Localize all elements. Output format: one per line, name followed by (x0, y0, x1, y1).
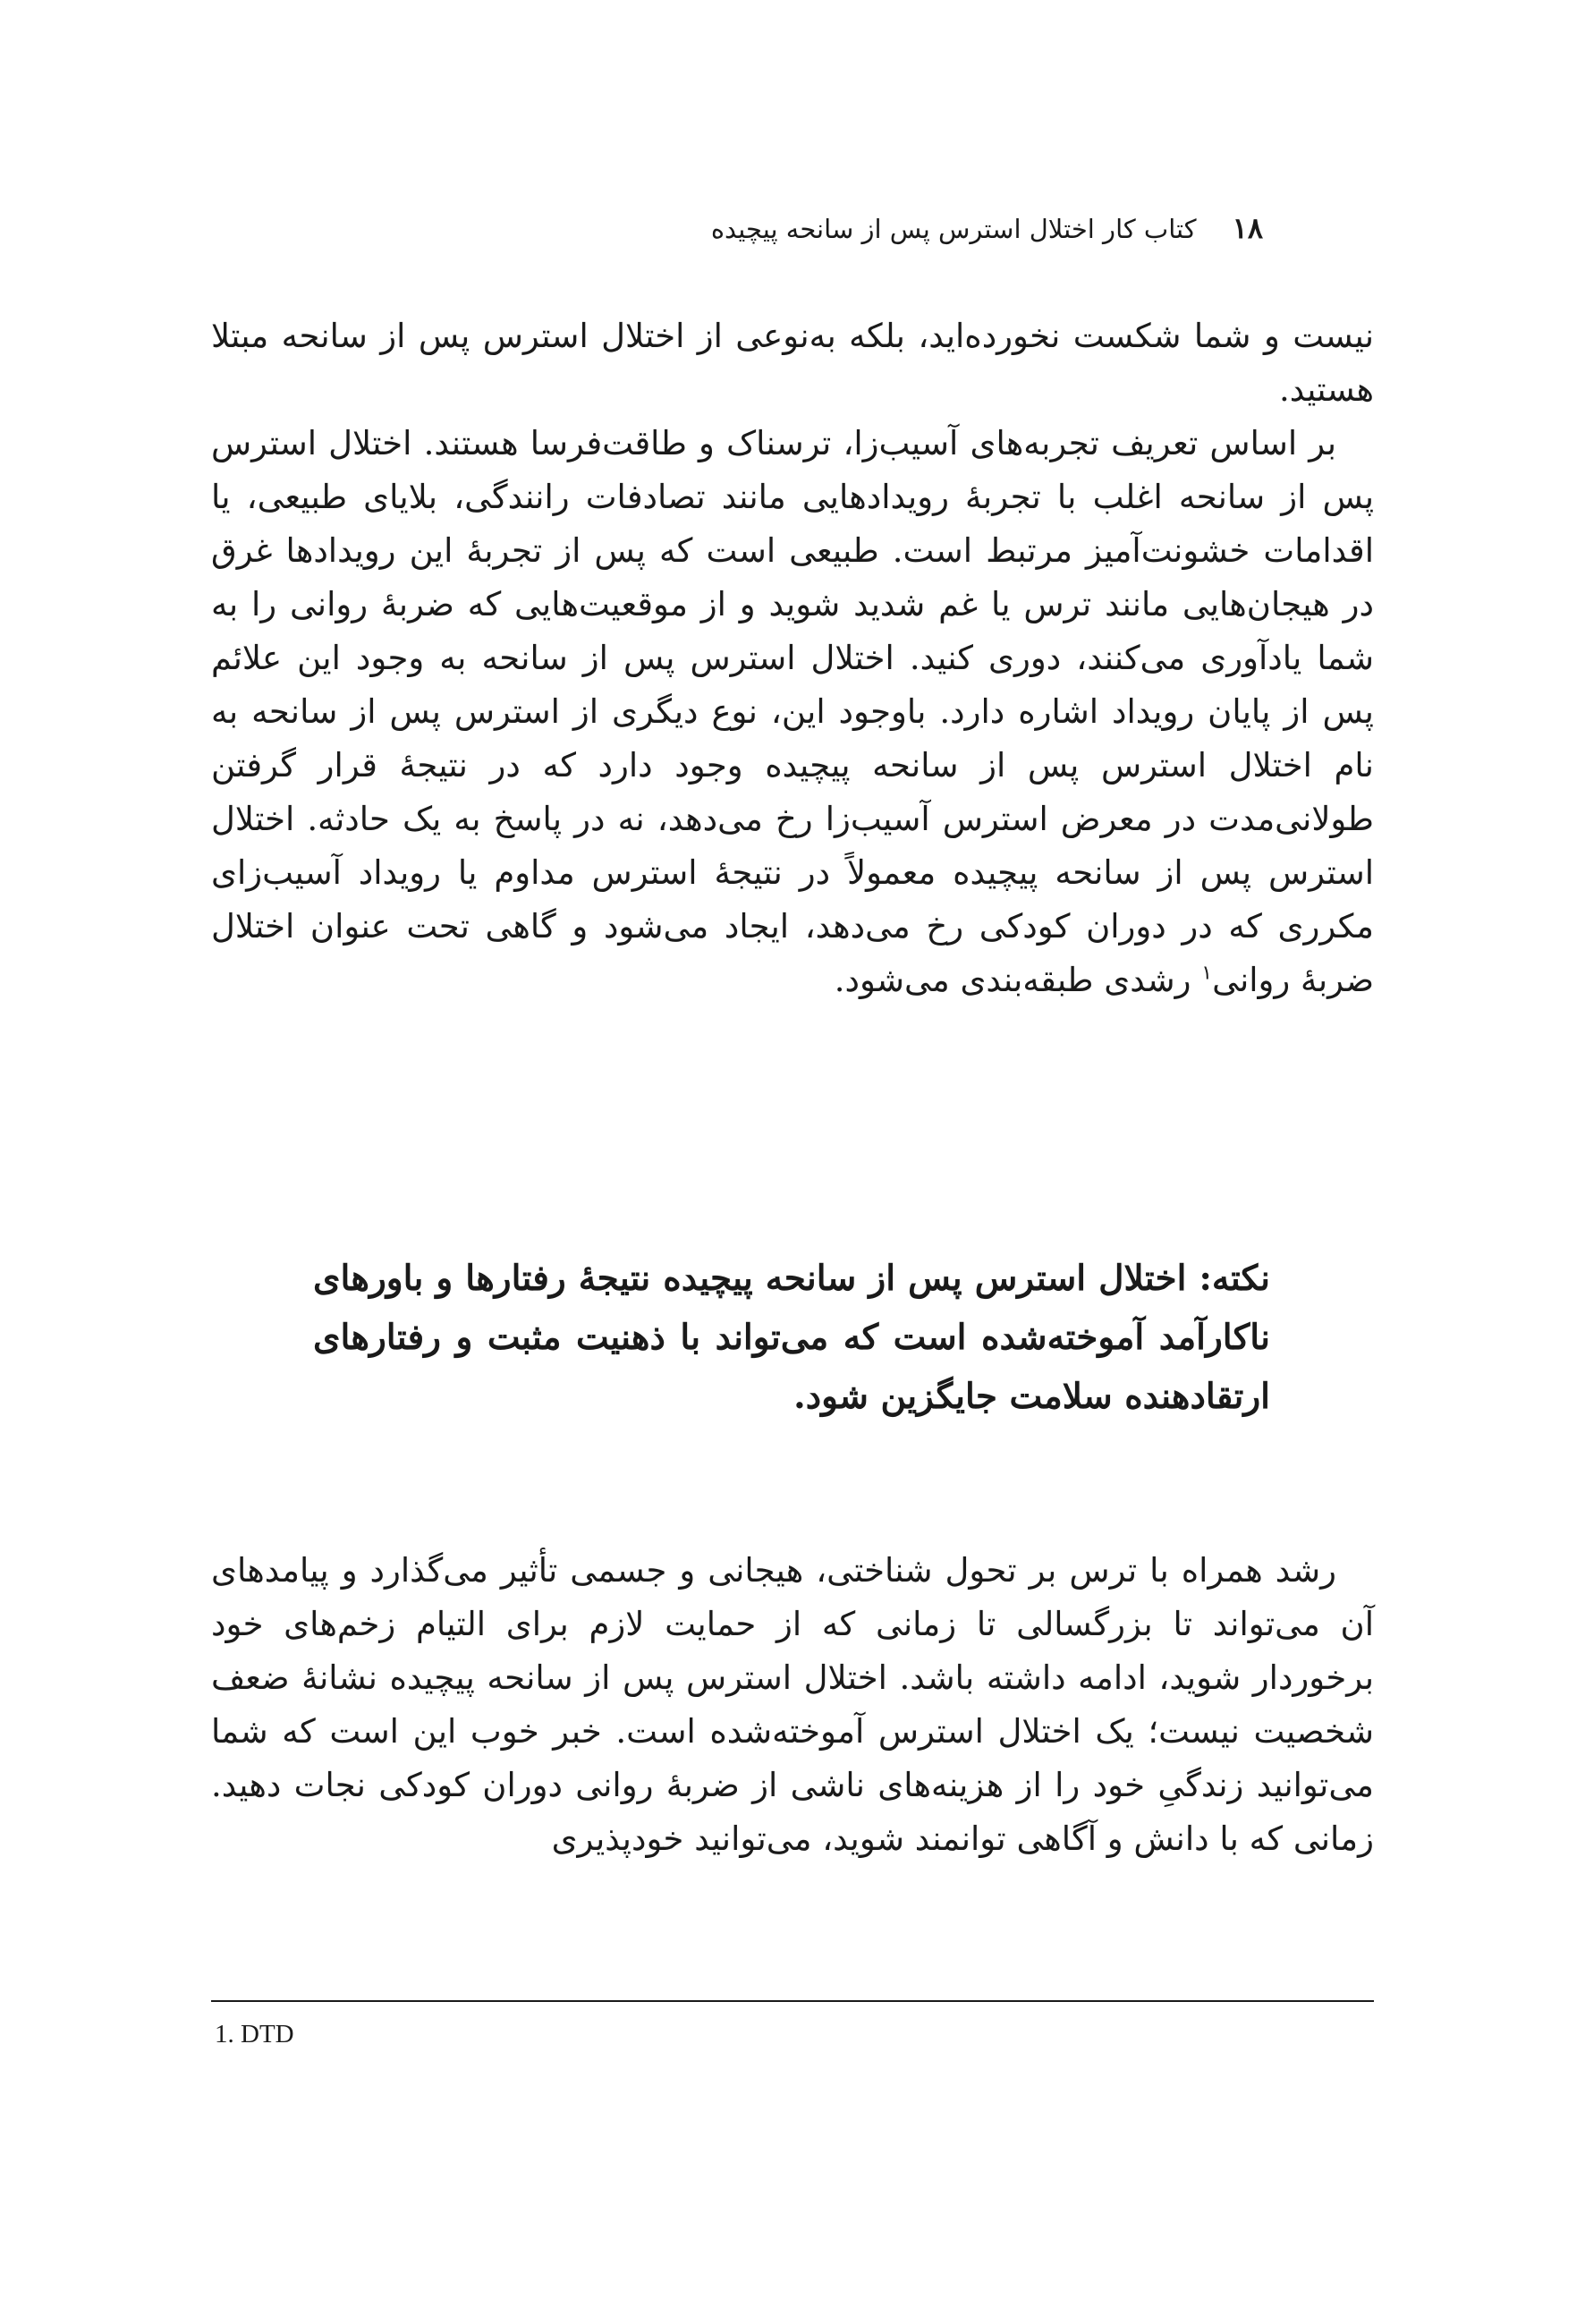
paragraph-2-end: رشدی طبقه‌بندی می‌شود. (834, 961, 1191, 999)
paragraph-2 (211, 417, 1374, 1007)
main-text-bottom (211, 1544, 1374, 1866)
paragraph-1: نیست و شما شکست نخورده‌اید، بلکه به‌نوعی از اختلال استرس پس از سانحه مبتلا هستید. (211, 317, 1374, 409)
running-title: کتاب کار اختلال استرس پس از سانحه پیچیده (710, 214, 1197, 244)
paragraph-3: رشد همراه با ترس بر تحول شناختی، هیجانی و جسمی تأثیر می‌گذارد و پیامدهای آن می‌تواند تا بزرگسالی تا زمانی که از حمایت لازم برای التیام زخم‌های خود برخوردار شوید، ادامه داشته باشد. اختلال استرس پس از سانحه پیچیده نشانهٔ ضعف شخصیت نیست؛ یک اختلال استرس آموخته‌شده است. خبر خوب این است که شما می‌توانید زندگیِ خود را از هزینه‌های ناشی از ضربهٔ روانی دوران کودکی نجات دهید. زمانی که با دانش و آگاهی توانمند شوید، می‌توانید خودپذیری (211, 1551, 1374, 1858)
page-number: ۱۸ (1232, 211, 1263, 245)
footnote-divider (211, 2000, 1374, 2002)
paragraph-2-main: بر اساس تعریف تجربه‌های آسیب‌زا، ترسناک و طاقت‌فرسا هستند. اختلال استرس پس از سانحه اغلب با تجربهٔ رویدادهایی مانند تصادفات رانندگی، بلایای طبیعی، یا اقدامات خشونت‌آمیز مرتبط است. طبیعی است که پس از تجربهٔ این رویدادها غرق در هیجان‌هایی مانند ترس یا غم شدید شوید و از موقعیت‌هایی که ضربهٔ روانی را به شما یادآوری می‌کنند، دوری کنید. اختلال استرس پس از سانحه به وجود این علائم پس از پایان رویداد اشاره دارد. باوجود این، نوع دیگری از استرس پس از سانحه به نام اختلال استرس پس از سانحه پیچیده وجود دارد که در نتیجهٔ قرار گرفتن طولانی‌مدت در معرض استرس آسیب‌زا رخ می‌دهد، نه در پاسخ به یک حادثه. اختلال استرس پس از سانحه پیچیده معمولاً در نتیجهٔ استرس مداوم یا رویداد آسیب‌زای مکرری که در دوران کودکی رخ می‌دهد، ایجاد می‌شود و گاهی تحت عنوان اختلال ضربهٔ روانی (211, 424, 1374, 999)
note-callout: نکته: اختلال استرس پس از سانحه پیچیده نتیجهٔ رفتارها و باورهای ناکارآمد آموخته‌شده است که می‌تواند با ذهنیت مثبت و رفتارهای ارتقادهنده سلامت جایگزین شود. (313, 1258, 1270, 1417)
main-text-top (211, 310, 1374, 1007)
footnote-marker: ۱ (1201, 962, 1213, 985)
running-header (711, 211, 1263, 245)
footnote: 1. DTD (215, 2020, 294, 2048)
